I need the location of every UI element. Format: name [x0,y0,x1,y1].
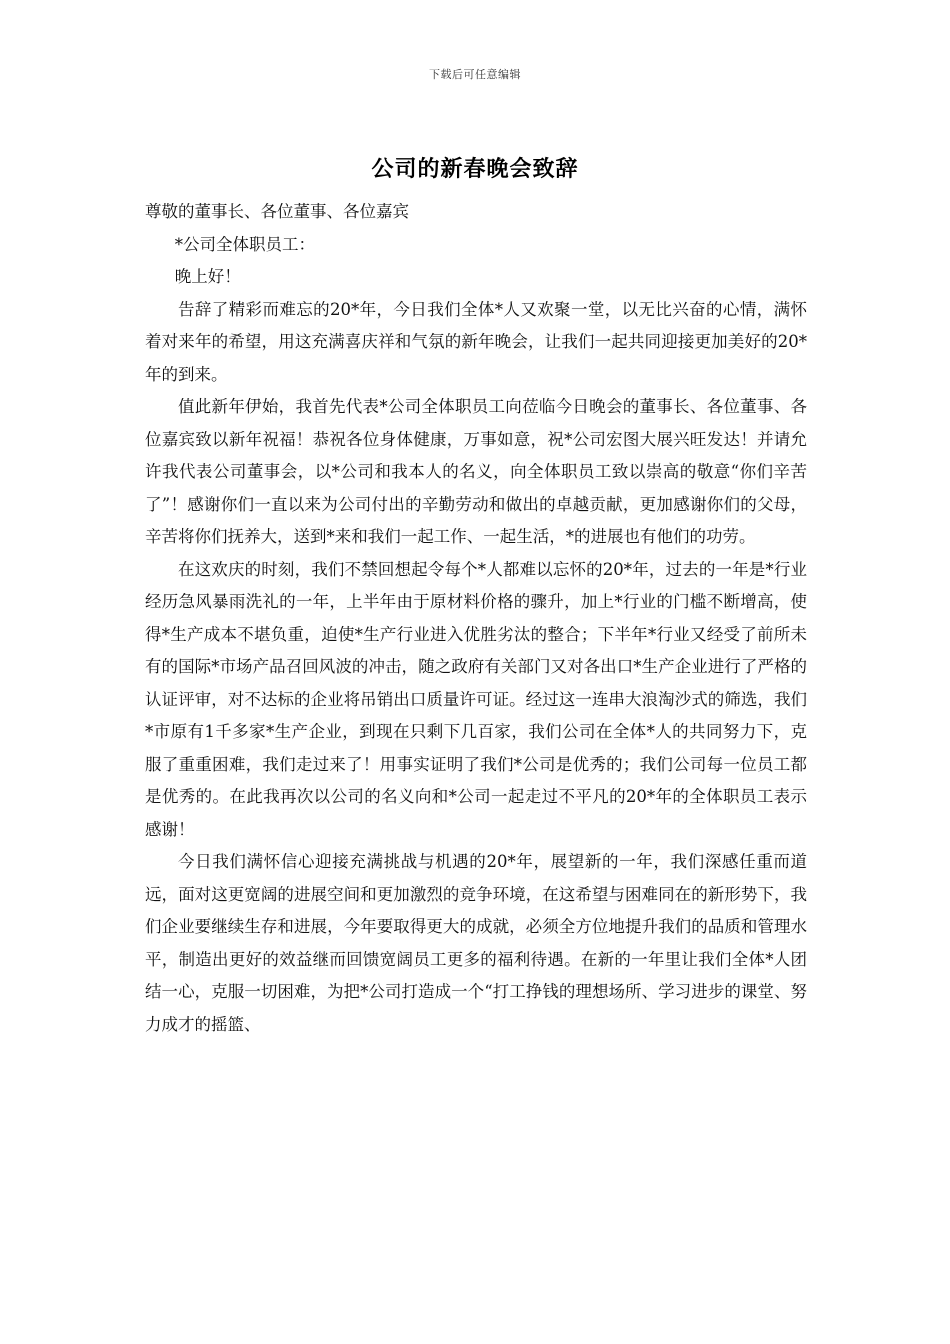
paragraph-3: 在这欢庆的时刻，我们不禁回想起令每个*人都难以忘怀的20*年，过去的一年是*行业经历急风暴雨洗礼的一年，上半年由于原材料价格的骤升，加上*行业的门槛不断增高，使得*生产成本不堪负重，迫使*生产行业进入优胜劣汰的整合；下半年*行业又经受了前所未有的国际*市场产品召回风波的冲击，随之政府有关部门又对各出口*生产企业进行了严格的认证评审，对不达标的企业将吊销出口质量许可证。经过这一连串大浪淘沙式的筛选，我们*市原有1千多家*生产企业，到现在只剩下几百家，我们公司在全体*人的共同努力下，克服了重重困难，我们走过来了！用事实证明了我们*公司是优秀的；我们公司每一位员工都是优秀的。在此我再次以公司的名义向和*公司一起走过不平凡的20*年的全体职员工表示感谢！ [145,559,807,839]
addressee-line: *公司全体职员工： [174,234,315,254]
document-body [145,196,807,1041]
header-note: 下载后可任意编辑 [429,68,521,81]
document-title: 公司的新春晚会致辞 [371,156,579,182]
paragraph-2: 值此新年伊始，我首先代表*公司全体职员工向莅临今日晚会的董事长、各位董事、各位嘉宾致以新年祝福！恭祝各位身体健康，万事如意，祝*公司宏图大展兴旺发达！并请允许我代表公司董事会，以*公司和我本人的名义，向全体职员工致以崇高的敬意“你们辛苦了”！感谢你们一直以来为公司付出的辛勤劳动和做出的卓越贡献，更加感谢你们的父母，辛苦将你们抚养大，送到*来和我们一起工作、一起生活，*的进展也有他们的功劳。 [145,397,807,546]
paragraph-1: 告辞了精彩而难忘的20*年，今日我们全体*人又欢聚一堂，以无比兴奋的心情，满怀着对来年的希望，用这充满喜庆祥和气氛的新年晚会，让我们一起共同迎接更加美好的20*年的到来。 [145,299,807,384]
paragraph-4: 今日我们满怀信心迎接充满挑战与机遇的20*年，展望新的一年，我们深感任重而道远，面对这更宽阔的进展空间和更加激烈的竞争环境，在这希望与困难同在的新形势下，我们企业要继续生存和进展，今年要取得更大的成就，必须全方位地提升我们的品质和管理水平，制造出更好的效益继而回馈宽阔员工更多的福利待遇。在新的一年里让我们全体*人团结一心，克服一切困难，为把*公司打造成一个“打工挣钱的理想场所、学习进步的课堂、努力成才的摇篮、 [145,852,807,1034]
salutation-line: 尊敬的董事长、各位董事、各位嘉宾 [145,202,409,221]
greeting-line: 晚上好！ [174,267,241,286]
